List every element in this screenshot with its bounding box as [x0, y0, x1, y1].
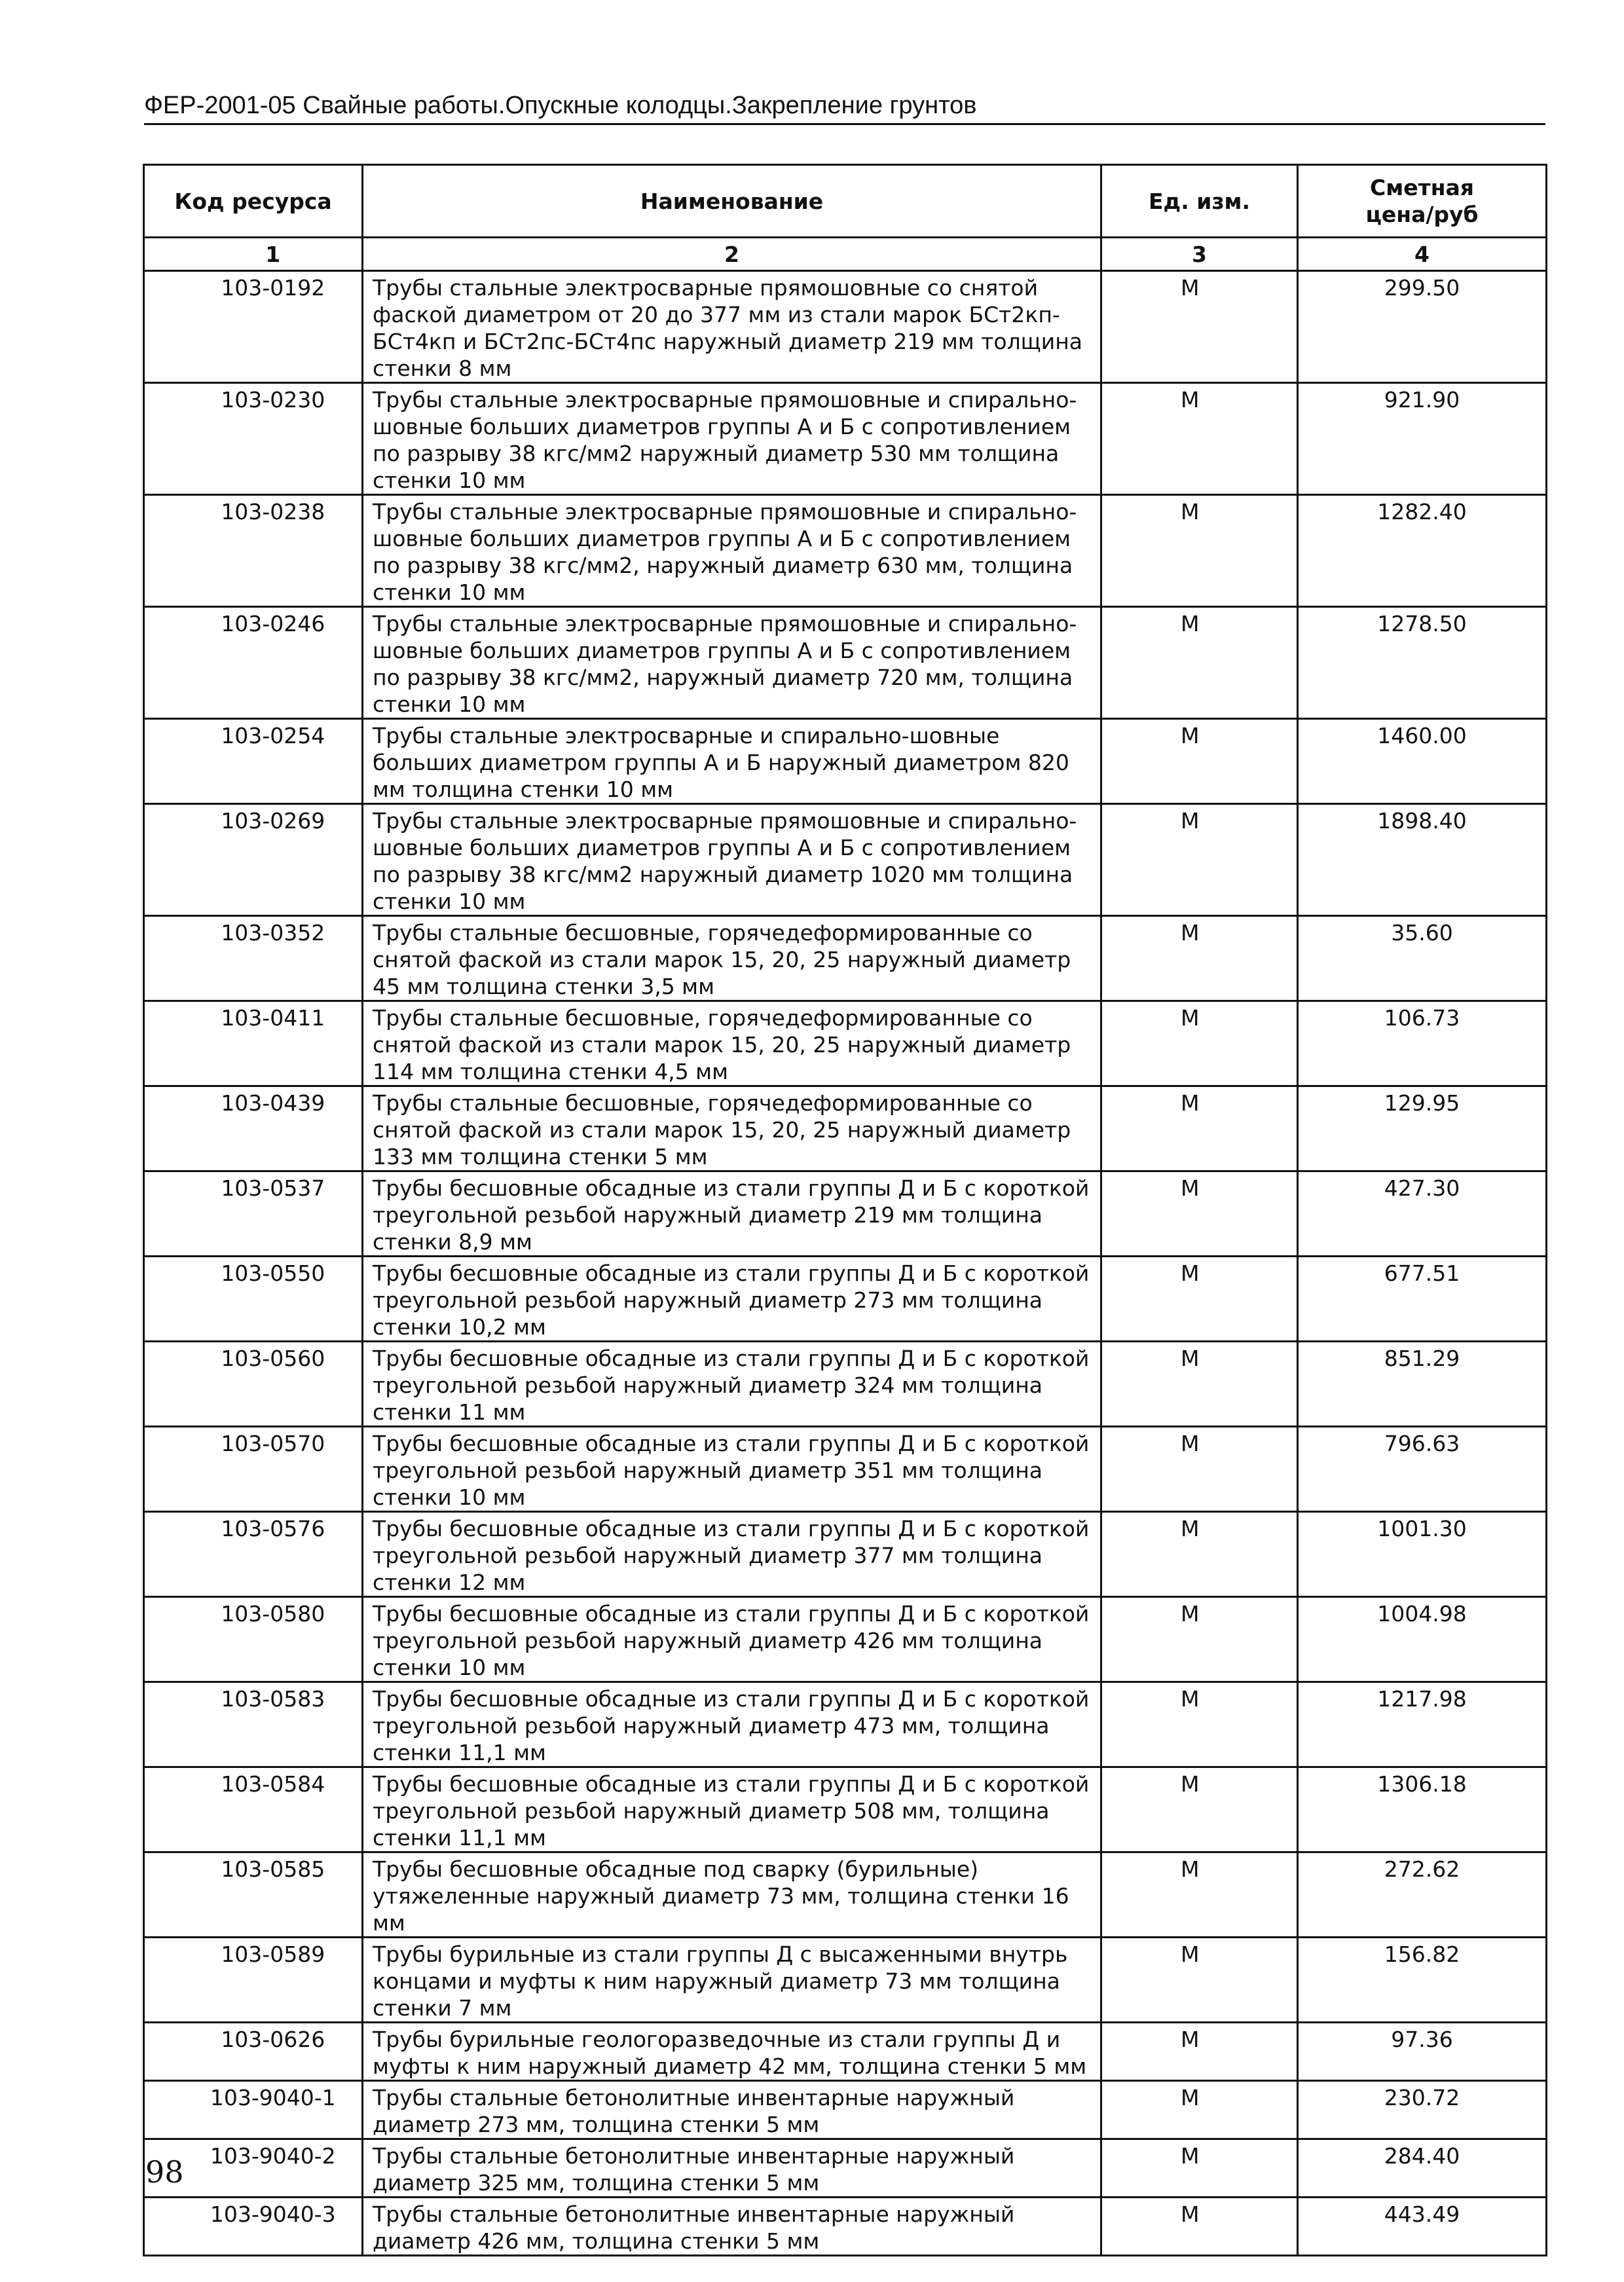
resource-unit: М	[1101, 1427, 1298, 1512]
row-blank-cell	[144, 1852, 185, 1938]
resource-unit: М	[1101, 1597, 1298, 1682]
resource-name: Трубы стальные электросварные прямошовные со снятой фаской диаметром от 20 до 377 мм из стали марок БСт2кп-БСт4кп и БСт2пс-БСт4пс наружный диаметр 219 мм толщина стенки 8 мм	[363, 271, 1101, 383]
resource-price: 272.62	[1298, 1852, 1547, 1938]
resource-code: 103-0192	[185, 271, 363, 383]
row-blank-cell	[144, 1938, 185, 2023]
row-blank-cell	[144, 1342, 185, 1427]
resource-price: 1001.30	[1298, 1512, 1547, 1597]
resource-unit: М	[1101, 2081, 1298, 2139]
column-header-name: Наименование	[363, 165, 1101, 238]
table-row	[144, 607, 1547, 719]
resource-code: 103-0230	[185, 383, 363, 495]
resource-unit: М	[1101, 1171, 1298, 1257]
resource-price: 1282.40	[1298, 495, 1547, 607]
row-blank-cell	[144, 1001, 185, 1086]
resource-code: 103-9040-3	[185, 2198, 363, 2256]
resource-name: Трубы стальные электросварные прямошовные и спирально-шовные больших диаметров группы А и Б с сопротивлением по разрыву 38 кгс/мм2 наружный диаметр 530 мм толщина стенки 10 мм	[363, 383, 1101, 495]
resource-code: 103-0246	[185, 607, 363, 719]
resource-unit: М	[1101, 2023, 1298, 2081]
table-row	[144, 1001, 1547, 1086]
resource-unit: М	[1101, 2198, 1298, 2256]
resource-unit: М	[1101, 495, 1298, 607]
table-row	[144, 1342, 1547, 1427]
row-blank-cell	[144, 1512, 185, 1597]
resource-name: Трубы бесшовные обсадные из стали группы Д и Б с короткой треугольной резьбой наружный диаметр 273 мм толщина стенки 10,2 мм	[363, 1257, 1101, 1342]
resource-name: Трубы бесшовные обсадные из стали группы Д и Б с короткой треугольной резьбой наружный диаметр 351 мм толщина стенки 10 мм	[363, 1427, 1101, 1512]
resource-name: Трубы стальные электросварные прямошовные и спирально-шовные больших диаметров группы А и Б с сопротивлением по разрыву 38 кгс/мм2, наружный диаметр 720 мм, толщина стенки 10 мм	[363, 607, 1101, 719]
row-blank-cell	[144, 495, 185, 607]
resource-price: 677.51	[1298, 1257, 1547, 1342]
row-blank-cell	[144, 719, 185, 804]
resource-unit: М	[1101, 1512, 1298, 1597]
resource-price: 851.29	[1298, 1342, 1547, 1427]
resource-code: 103-0439	[185, 1086, 363, 1171]
resource-unit: М	[1101, 719, 1298, 804]
table-row	[144, 2023, 1547, 2081]
column-header-price-label: Сметная цена/руб	[1365, 175, 1479, 227]
resource-name: Трубы стальные бесшовные, горячедеформированные со снятой фаской из стали марок 15, 20, 25 наружный диаметр 133 мм толщина стенки 5 мм	[363, 1086, 1101, 1171]
resource-code: 103-0560	[185, 1342, 363, 1427]
row-blank-cell	[144, 2023, 185, 2081]
price-table	[143, 164, 1547, 2256]
row-blank-cell	[144, 1171, 185, 1257]
column-number-row	[144, 238, 1547, 271]
resource-price: 1306.18	[1298, 1767, 1547, 1852]
resource-name: Трубы бурильные из стали группы Д с высаженными внутрь концами и муфты к ним наружный диаметр 73 мм толщина стенки 7 мм	[363, 1938, 1101, 2023]
resource-code: 103-0589	[185, 1938, 363, 2023]
resource-name: Трубы бесшовные обсадные из стали группы Д и Б с короткой треугольной резьбой наружный диаметр 377 мм толщина стенки 12 мм	[363, 1512, 1101, 1597]
column-number-3: 3	[1101, 238, 1298, 271]
column-number-2: 2	[363, 238, 1101, 271]
table-body	[144, 271, 1547, 2256]
resource-unit: М	[1101, 383, 1298, 495]
resource-name: Трубы бесшовные обсадные из стали группы Д и Б с короткой треугольной резьбой наружный диаметр 426 мм толщина стенки 10 мм	[363, 1597, 1101, 1682]
resource-name: Трубы стальные бесшовные, горячедеформированные со снятой фаской из стали марок 15, 20, 25 наружный диаметр 114 мм толщина стенки 4,5 мм	[363, 1001, 1101, 1086]
resource-unit: М	[1101, 1257, 1298, 1342]
resource-name: Трубы стальные электросварные прямошовные и спирально-шовные больших диаметров группы А и Б с сопротивлением по разрыву 38 кгс/мм2, наружный диаметр 630 мм, толщина стенки 10 мм	[363, 495, 1101, 607]
resource-code: 103-9040-2	[185, 2139, 363, 2198]
resource-name: Трубы стальные бетонолитные инвентарные наружный диаметр 325 мм, толщина стенки 5 мм	[363, 2139, 1101, 2198]
column-number-1: 1	[185, 238, 363, 271]
resource-unit: М	[1101, 2139, 1298, 2198]
resource-name: Трубы бесшовные обсадные из стали группы Д и Б с короткой треугольной резьбой наружный диаметр 324 мм толщина стенки 11 мм	[363, 1342, 1101, 1427]
table-row	[144, 1171, 1547, 1257]
table-row	[144, 1257, 1547, 1342]
resource-code: 103-0626	[185, 2023, 363, 2081]
resource-code: 103-0352	[185, 916, 363, 1001]
resource-price: 129.95	[1298, 1086, 1547, 1171]
row-blank-cell	[144, 2081, 185, 2139]
column-header-code: Код ресурса	[144, 165, 363, 238]
column-header-unit: Ед. изм.	[1101, 165, 1298, 238]
page-number: 98	[145, 2154, 184, 2190]
table-row	[144, 2139, 1547, 2198]
resource-code: 103-0585	[185, 1852, 363, 1938]
table-row	[144, 1512, 1547, 1597]
resource-price: 106.73	[1298, 1001, 1547, 1086]
resource-code: 103-0411	[185, 1001, 363, 1086]
resource-price: 1898.40	[1298, 804, 1547, 916]
table-row	[144, 916, 1547, 1001]
resource-unit: М	[1101, 1682, 1298, 1767]
resource-unit: М	[1101, 1342, 1298, 1427]
resource-name: Трубы бесшовные обсадные из стали группы Д и Б с короткой треугольной резьбой наружный диаметр 473 мм, толщина стенки 11,1 мм	[363, 1682, 1101, 1767]
resource-code: 103-0576	[185, 1512, 363, 1597]
table-row	[144, 383, 1547, 495]
resource-price: 443.49	[1298, 2198, 1547, 2256]
resource-unit: М	[1101, 804, 1298, 916]
resource-price: 299.50	[1298, 271, 1547, 383]
table-row	[144, 1938, 1547, 2023]
table-row	[144, 804, 1547, 916]
resource-price: 35.60	[1298, 916, 1547, 1001]
resource-price: 97.36	[1298, 2023, 1547, 2081]
resource-unit: М	[1101, 1938, 1298, 2023]
running-header: ФЕР-2001-05 Свайные работы.Опускные колодцы.Закрепление грунтов	[144, 90, 1545, 125]
resource-name: Трубы стальные электросварные и спирально-шовные больших диаметром группы А и Б наружный диаметром 820 мм толщина стенки 10 мм	[363, 719, 1101, 804]
table-row	[144, 1597, 1547, 1682]
resource-name: Трубы стальные электросварные прямошовные и спирально-шовные больших диаметров группы А и Б с сопротивлением по разрыву 38 кгс/мм2 наружный диаметр 1020 мм толщина стенки 10 мм	[363, 804, 1101, 916]
resource-name: Трубы бесшовные обсадные из стали группы Д и Б с короткой треугольной резьбой наружный диаметр 219 мм толщина стенки 8,9 мм	[363, 1171, 1101, 1257]
resource-code: 103-9040-1	[185, 2081, 363, 2139]
resource-unit: М	[1101, 1852, 1298, 1938]
resource-code: 103-0238	[185, 495, 363, 607]
table-row	[144, 2081, 1547, 2139]
resource-code: 103-0570	[185, 1427, 363, 1512]
table-header-row	[144, 165, 1547, 238]
row-blank-cell	[144, 1427, 185, 1512]
resource-unit: М	[1101, 1767, 1298, 1852]
row-blank-cell	[144, 1597, 185, 1682]
table-row	[144, 1427, 1547, 1512]
resource-code: 103-0537	[185, 1171, 363, 1257]
resource-unit: М	[1101, 607, 1298, 719]
resource-code: 103-0580	[185, 1597, 363, 1682]
resource-code: 103-0254	[185, 719, 363, 804]
resource-unit: М	[1101, 271, 1298, 383]
row-blank-cell	[144, 607, 185, 719]
resource-price: 230.72	[1298, 2081, 1547, 2139]
row-blank-cell	[144, 1682, 185, 1767]
table-row	[144, 2198, 1547, 2256]
resource-name: Трубы стальные бетонолитные инвентарные наружный диаметр 273 мм, толщина стенки 5 мм	[363, 2081, 1101, 2139]
resource-code: 103-0584	[185, 1767, 363, 1852]
resource-code: 103-0269	[185, 804, 363, 916]
table-row	[144, 1682, 1547, 1767]
row-blank-cell	[144, 804, 185, 916]
resource-price: 1278.50	[1298, 607, 1547, 719]
table-row	[144, 1852, 1547, 1938]
resource-price: 284.40	[1298, 2139, 1547, 2198]
resource-price: 156.82	[1298, 1938, 1547, 2023]
resource-name: Трубы бесшовные обсадные под сварку (бурильные) утяжеленные наружный диаметр 73 мм, толщина стенки 16 мм	[363, 1852, 1101, 1938]
resource-name: Трубы стальные бесшовные, горячедеформированные со снятой фаской из стали марок 15, 20, 25 наружный диаметр 45 мм толщина стенки 3,5 мм	[363, 916, 1101, 1001]
row-blank-cell	[144, 1257, 185, 1342]
row-blank-cell	[144, 271, 185, 383]
resource-price: 796.63	[1298, 1427, 1547, 1512]
table-row	[144, 1767, 1547, 1852]
resource-price: 1460.00	[1298, 719, 1547, 804]
table-row	[144, 719, 1547, 804]
column-number-4: 4	[1298, 238, 1547, 271]
column-number-spacer	[144, 238, 185, 271]
row-blank-cell	[144, 1767, 185, 1852]
resource-price: 427.30	[1298, 1171, 1547, 1257]
resource-code: 103-0583	[185, 1682, 363, 1767]
resource-unit: М	[1101, 1001, 1298, 1086]
row-blank-cell	[144, 383, 185, 495]
table-row	[144, 1086, 1547, 1171]
resource-unit: М	[1101, 916, 1298, 1001]
table-row	[144, 495, 1547, 607]
resource-price: 1217.98	[1298, 1682, 1547, 1767]
resource-unit: М	[1101, 1086, 1298, 1171]
column-header-price	[1298, 165, 1547, 238]
resource-name: Трубы бесшовные обсадные из стали группы Д и Б с короткой треугольной резьбой наружный диаметр 508 мм, толщина стенки 11,1 мм	[363, 1767, 1101, 1852]
resource-price: 1004.98	[1298, 1597, 1547, 1682]
row-blank-cell	[144, 1086, 185, 1171]
row-blank-cell	[144, 916, 185, 1001]
resource-price: 921.90	[1298, 383, 1547, 495]
table-row	[144, 271, 1547, 383]
resource-code: 103-0550	[185, 1257, 363, 1342]
row-blank-cell	[144, 2198, 185, 2256]
resource-name: Трубы бурильные геологоразведочные из стали группы Д и муфты к ним наружный диаметр 42 мм, толщина стенки 5 мм	[363, 2023, 1101, 2081]
resource-name: Трубы стальные бетонолитные инвентарные наружный диаметр 426 мм, толщина стенки 5 мм	[363, 2198, 1101, 2256]
